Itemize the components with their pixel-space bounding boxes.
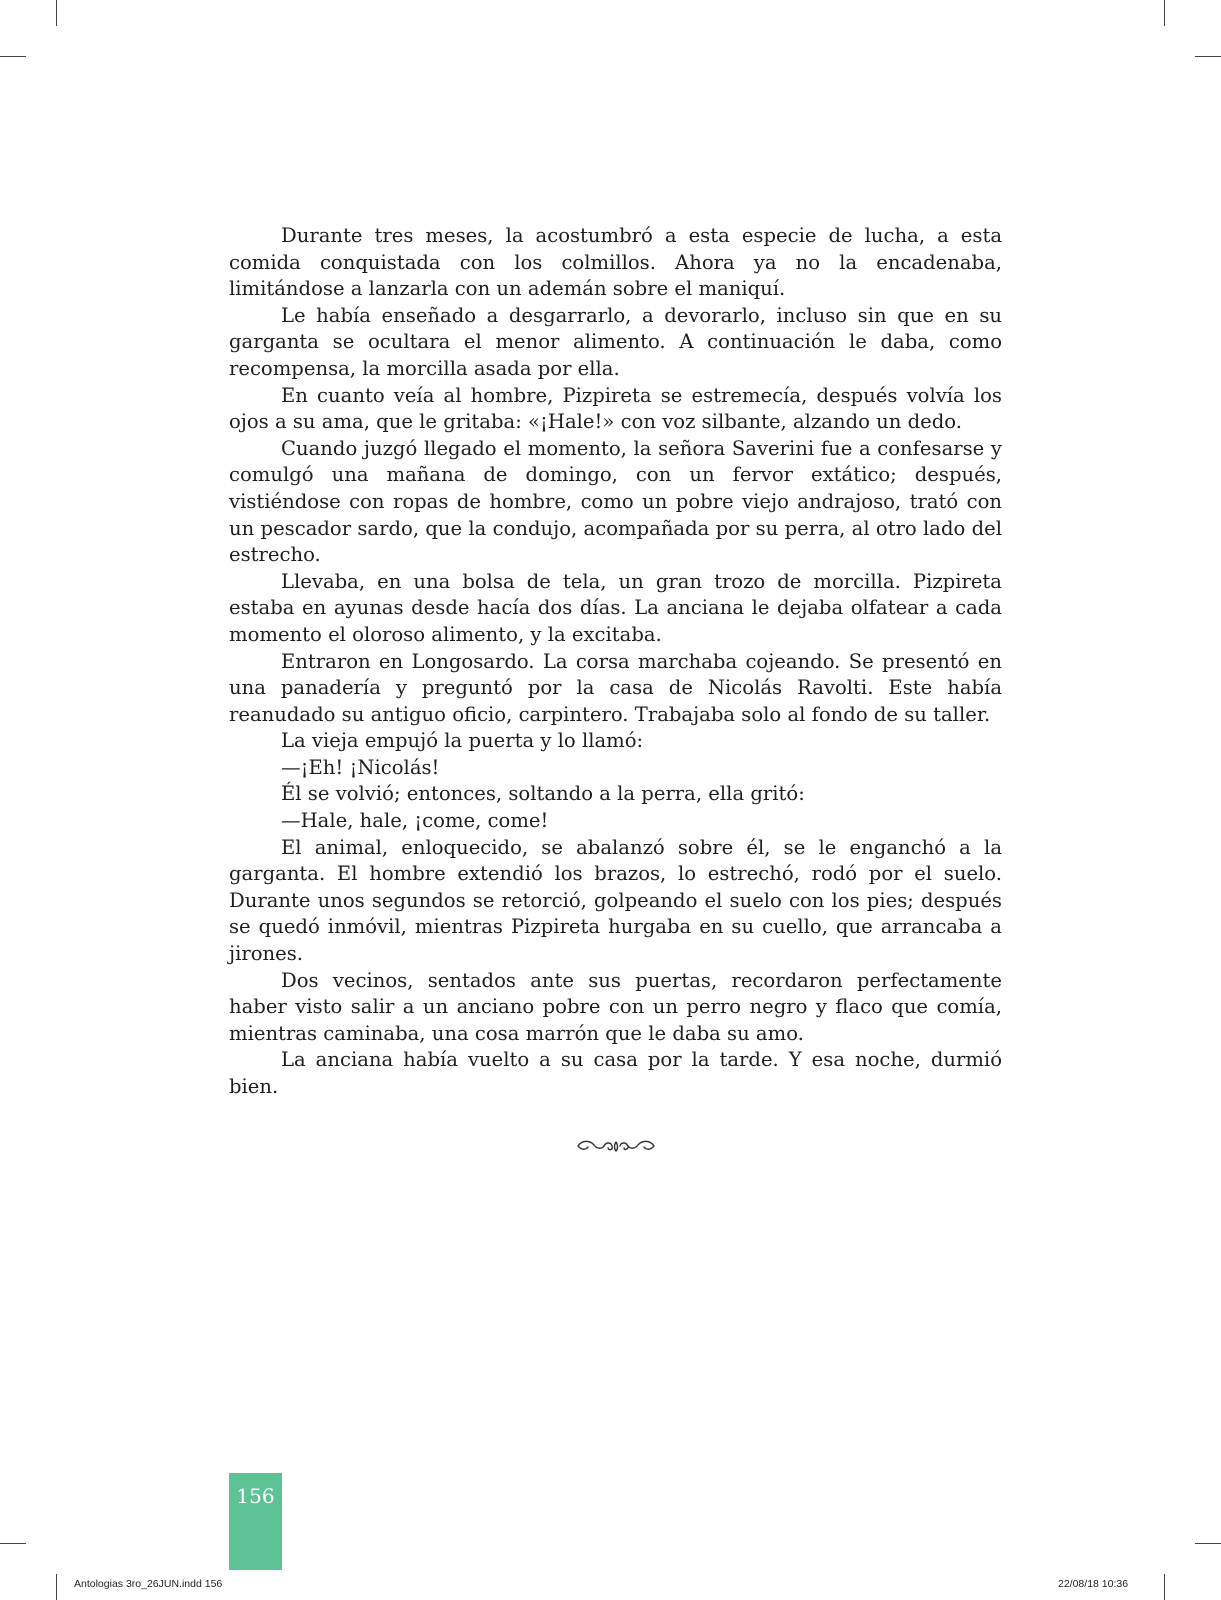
page-number: 156 (236, 1484, 275, 1508)
crop-mark-top-left-h (0, 56, 26, 57)
dialogue-line: —Hale, hale, ¡come, come! (281, 809, 549, 833)
paragraph: El animal, enloquecido, se abalanzó sobre él, se le enganchó a la garganta. El hombre extendió los brazos, lo estrechó, rodó por el suelo. Durante unos segundos se retorció, golpeando el suelo con los pies; después se quedó inmóvil, mientras Pizpireta hurgaba en su cuello, que arrancaba a jirones. (229, 835, 1002, 966)
paragraph: En cuanto veía al hombre, Pizpireta se estremecía, después volvía los ojos a su ama, que le gritaba: «¡Hale!» con voz silbante, alzando un dedo. (229, 383, 1002, 434)
paragraph: Cuando juzgó llegado el momento, la señora Saverini fue a confesarse y comulgó una mañana de domingo, con un fervor extático; después, vistiéndose con ropas de hombre, como un pobre viejo andrajoso, trató con un pescador sardo, que la condujo, acompañada por su perra, al otro lado del estrecho. (229, 436, 1002, 567)
paragraph: Llevaba, en una bolsa de tela, un gran trozo de morcilla. Pizpireta estaba en ayunas desde hacía dos días. La anciana le dejaba olfatear a cada momento el oloroso alimento, y la excitaba. (229, 569, 1002, 646)
paragraph: La anciana había vuelto a su casa por la tarde. Y esa noche, durmió bien. (229, 1048, 1002, 1098)
crop-mark-bottom-left (56, 1574, 57, 1600)
paragraph: Dos vecinos, sentados ante sus puertas, recordaron perfectamente haber visto salir a un anciano pobre con un perro negro y flaco que comía, mientras caminaba, una cosa marrón que le daba su amo. (229, 968, 1002, 1045)
paragraph: Le había enseñado a desgarrarlo, a devorarlo, incluso sin que en su garganta se ocultara el menor alimento. A continuación le daba, como recompensa, la morcilla asada por ella. (229, 303, 1002, 380)
paragraph: Entraron en Longosardo. La corsa marchaba cojeando. Se presentó en una panadería y preguntó por la casa de Nicolás Ravolti. Este había reanudado su antiguo oficio, carpintero. Trabajaba solo al fondo de su taller. (229, 649, 1002, 726)
paragraph: La vieja empujó la puerta y lo llamó: (281, 729, 644, 753)
crop-mark-top-right (1164, 0, 1165, 26)
fleuron-ornament-icon (574, 1136, 658, 1156)
body-text (229, 223, 1002, 1101)
dialogue-line: —¡Eh! ¡Nicolás! (281, 755, 440, 779)
crop-mark-bottom-right (1164, 1574, 1165, 1600)
paragraph: Durante tres meses, la acostumbró a esta especie de lucha, a esta comida conquistada con los colmillos. Ahora ya no la encadenaba, limitándose a lanzarla con un ademán sobre el maniquí. (229, 224, 1002, 301)
slug-file-info: Antologias 3ro_26JUN.indd 156 (74, 1578, 223, 1590)
slug-date-time: 22/08/18 10:36 (1058, 1578, 1129, 1590)
crop-mark-bottom-right-h (1195, 1543, 1221, 1544)
crop-mark-top-right-h (1195, 56, 1221, 57)
crop-mark-bottom-left-h (0, 1543, 26, 1544)
crop-mark-top-left (56, 0, 57, 26)
paragraph: Él se volvió; entonces, soltando a la perra, ella gritó: (281, 782, 805, 806)
